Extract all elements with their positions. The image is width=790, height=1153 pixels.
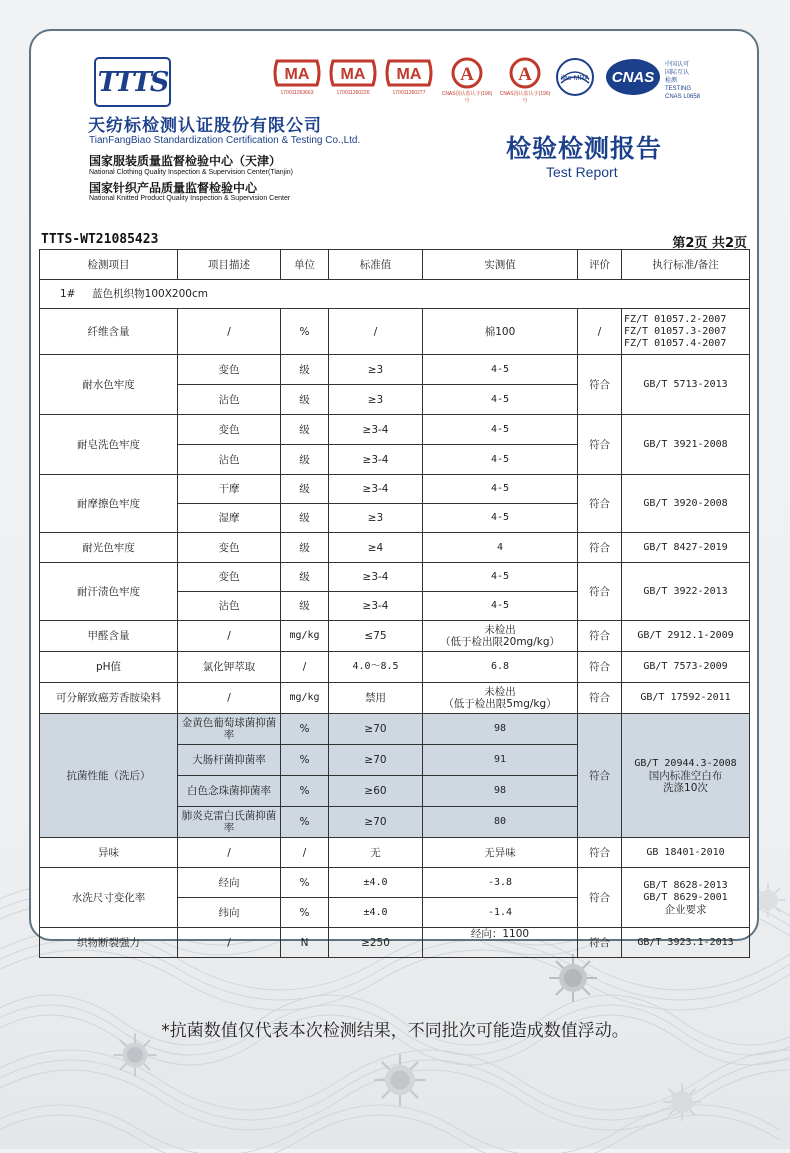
std-cell: 禁用 <box>329 683 423 714</box>
cal-mark-icon: A CNAS国认监认字(196)号 <box>499 57 551 93</box>
header-cell: 单位 <box>281 250 329 280</box>
accreditation-marks <box>271 57 741 105</box>
test-report-card <box>29 29 759 949</box>
unit-cell: % <box>281 868 329 898</box>
desc-cell: 经向 <box>178 868 281 898</box>
standard-cell: GB/T 8427-2019 <box>622 533 750 563</box>
unit-cell: mg/kg <box>281 683 329 714</box>
unit-cell: / <box>281 652 329 683</box>
svg-text:CNAS L0658: CNAS L0658 <box>665 94 701 100</box>
virus-icon <box>660 1080 704 1124</box>
desc-cell: 沾色 <box>178 385 281 415</box>
clothing-center-cn: 国家服装质量监督检验中心（天津） <box>89 154 282 168</box>
unit-cell: 级 <box>281 355 329 385</box>
antibacterial-disclaimer: *抗菌数值仅代表本次检测结果，不同批次可能造成数值浮动。 <box>161 1021 629 1041</box>
eval-cell: 符合 <box>578 838 622 868</box>
item-cell: 抗菌性能（洗后） <box>40 714 178 838</box>
result-cell: 棉100 <box>423 309 578 355</box>
result-cell: 未检出 （低于检出限5mg/kg） <box>423 683 578 714</box>
ttts-logo: TTTS <box>94 57 171 107</box>
desc-cell: 变色 <box>178 355 281 385</box>
std-cell: ±4.0 <box>329 898 423 928</box>
unit-cell: 级 <box>281 415 329 445</box>
unit-cell: N <box>281 928 329 958</box>
result-cell: 4 <box>423 533 578 563</box>
eval-cell: 符合 <box>578 714 622 838</box>
eval-cell: 符合 <box>578 415 622 475</box>
unit-cell: 级 <box>281 475 329 504</box>
result-cell: 98 <box>423 714 578 745</box>
result-cell: 4-5 <box>423 504 578 533</box>
standard-cell: GB 18401-2010 <box>622 838 750 868</box>
svg-text:国际互认: 国际互认 <box>665 69 690 76</box>
item-cell: 耐皂洗色牢度 <box>40 415 178 475</box>
table-row <box>40 415 750 445</box>
report-subtitle: Test Report <box>546 164 618 180</box>
unit-cell: mg/kg <box>281 621 329 652</box>
header-cell: 评价 <box>578 250 622 280</box>
std-cell: ±4.0 <box>329 868 423 898</box>
unit-cell: / <box>281 838 329 868</box>
standard-cell: GB/T 3923.1-2013 <box>622 928 750 958</box>
desc-cell: / <box>178 309 281 355</box>
standard-cell: GB/T 20944.3-2008 国内标准空白布 洗涤10次 <box>622 714 750 838</box>
unit-cell: 级 <box>281 385 329 415</box>
unit-cell: % <box>281 776 329 807</box>
result-cell: 4-5 <box>423 415 578 445</box>
std-cell: 无 <box>329 838 423 868</box>
item-cell: 可分解致癌芳香胺染料 <box>40 683 178 714</box>
table-row <box>40 563 750 592</box>
result-cell: 无异味 <box>423 838 578 868</box>
table-row <box>40 714 750 745</box>
std-cell: ≥70 <box>329 745 423 776</box>
svg-text:ilac-MRA: ilac-MRA <box>560 75 590 82</box>
unit-cell: % <box>281 309 329 355</box>
svg-text:检测: 检测 <box>665 77 678 84</box>
unit-cell: 级 <box>281 592 329 621</box>
standard-cell: GB/T 2912.1-2009 <box>622 621 750 652</box>
item-cell: pH值 <box>40 652 178 683</box>
knitted-center-en: National Knitted Product Quality Inspection & Supervision Center <box>89 195 291 202</box>
table-row <box>40 621 750 652</box>
desc-cell: 纬向 <box>178 898 281 928</box>
standard-cell: GB/T 3920-2008 <box>622 475 750 533</box>
item-cell: 异味 <box>40 838 178 868</box>
desc-cell: 湿摩 <box>178 504 281 533</box>
desc-cell: 金黄色葡萄球菌抑菌率 <box>178 714 281 745</box>
table-row <box>40 652 750 683</box>
cma-mark-icon: MA 170011260277 <box>383 57 435 93</box>
header-cell: 标准值 <box>329 250 423 280</box>
std-cell: ≥3 <box>329 504 423 533</box>
cnas-mark-icon <box>605 57 735 105</box>
desc-cell: 变色 <box>178 415 281 445</box>
std-cell: ≥3-4 <box>329 415 423 445</box>
desc-cell: 变色 <box>178 563 281 592</box>
std-cell: ≥3-4 <box>329 592 423 621</box>
eval-cell: 符合 <box>578 533 622 563</box>
clothing-center-en: National Clothing Quality Inspection & Supervision Center(Tianjin) <box>89 169 294 176</box>
table-row <box>40 475 750 504</box>
eval-cell: 符合 <box>578 683 622 714</box>
cma-mark-icon: MA 170011260226 <box>327 57 379 93</box>
standard-cell: GB/T 8628-2013 GB/T 8629-2001 企业要求 <box>622 868 750 928</box>
item-cell: 水洗尺寸变化率 <box>40 868 178 928</box>
test-results-table <box>39 249 750 958</box>
svg-text:A: A <box>518 64 532 85</box>
desc-cell: / <box>178 621 281 652</box>
result-cell: 4-5 <box>423 563 578 592</box>
sample-description: 1# 蓝色机织物100X200cm <box>40 280 750 309</box>
result-cell: 4-5 <box>423 355 578 385</box>
item-cell: 织物断裂强力 <box>40 928 178 958</box>
item-cell: 耐汗渍色牢度 <box>40 563 178 621</box>
unit-cell: 级 <box>281 533 329 563</box>
standard-cell: GB/T 3922-2013 <box>622 563 750 621</box>
result-cell: -3.8 <box>423 868 578 898</box>
desc-cell: 肺炎克雷白氏菌抑菌率 <box>178 807 281 838</box>
result-cell: 经向：1100 <box>423 928 578 958</box>
eval-cell: 符合 <box>578 563 622 621</box>
eval-cell: / <box>578 309 622 355</box>
std-cell: ≥3-4 <box>329 563 423 592</box>
standard-cell: GB/T 5713-2013 <box>622 355 750 415</box>
virus-icon <box>545 950 601 1006</box>
table-row <box>40 309 750 355</box>
standard-cell: GB/T 17592-2011 <box>622 683 750 714</box>
table-row <box>40 838 750 868</box>
std-cell: ≥3 <box>329 355 423 385</box>
result-cell: 98 <box>423 776 578 807</box>
item-cell: 纤维含量 <box>40 309 178 355</box>
desc-cell: / <box>178 928 281 958</box>
std-cell: ≤75 <box>329 621 423 652</box>
item-cell: 耐摩擦色牢度 <box>40 475 178 533</box>
table-row <box>40 868 750 898</box>
result-cell: 4-5 <box>423 445 578 475</box>
knitted-center-cn: 国家针织产品质量监督检验中心 <box>89 181 258 195</box>
result-cell: 91 <box>423 745 578 776</box>
standard-cell: FZ/T 01057.2-2007 FZ/T 01057.3-2007 FZ/T 01057.4-2007 <box>622 309 750 355</box>
desc-cell: 沾色 <box>178 445 281 475</box>
eval-cell: 符合 <box>578 928 622 958</box>
desc-cell: 沾色 <box>178 592 281 621</box>
eval-cell: 符合 <box>578 475 622 533</box>
result-cell: 未检出 （低于检出限20mg/kg） <box>423 621 578 652</box>
unit-cell: 级 <box>281 504 329 533</box>
desc-cell: / <box>178 838 281 868</box>
ilac-mra-icon <box>555 57 595 101</box>
unit-cell: % <box>281 714 329 745</box>
cal-mark-icon: A CNAS国认监认字(196)号 <box>441 57 493 93</box>
header-cell: 检测项目 <box>40 250 178 280</box>
item-cell: 耐光色牢度 <box>40 533 178 563</box>
sample-row <box>40 280 750 309</box>
table-row <box>40 355 750 385</box>
table-row <box>40 683 750 714</box>
result-cell: 6.8 <box>423 652 578 683</box>
std-cell: ≥4 <box>329 533 423 563</box>
result-cell: 4-5 <box>423 592 578 621</box>
desc-cell: 变色 <box>178 533 281 563</box>
std-cell: ≥70 <box>329 714 423 745</box>
report-title: 检验检测报告 <box>506 134 663 163</box>
cma-mark-icon: MA 170011263663 <box>271 57 323 93</box>
item-cell: 耐水色牢度 <box>40 355 178 415</box>
unit-cell: 级 <box>281 563 329 592</box>
unit-cell: % <box>281 745 329 776</box>
table-header-row <box>40 250 750 280</box>
standard-cell: GB/T 7573-2009 <box>622 652 750 683</box>
desc-cell: 干摩 <box>178 475 281 504</box>
std-cell: ≥70 <box>329 807 423 838</box>
result-cell: 4-5 <box>423 475 578 504</box>
svg-text:A: A <box>460 64 474 85</box>
desc-cell: 白色念珠菌抑菌率 <box>178 776 281 807</box>
company-name-cn: 天纺标检测认证股份有限公司 <box>88 116 322 136</box>
table-row <box>40 928 750 958</box>
unit-cell: 级 <box>281 445 329 475</box>
svg-text:TESTING: TESTING <box>665 86 692 92</box>
std-cell: ≥60 <box>329 776 423 807</box>
std-cell: ≥3 <box>329 385 423 415</box>
unit-cell: % <box>281 898 329 928</box>
svg-text:MA: MA <box>396 66 422 83</box>
page-indicator: 第2页 共2页 <box>672 236 747 251</box>
eval-cell: 符合 <box>578 652 622 683</box>
desc-cell: / <box>178 683 281 714</box>
eval-cell: 符合 <box>578 355 622 415</box>
std-cell: / <box>329 309 423 355</box>
item-cell: 甲醛含量 <box>40 621 178 652</box>
svg-text:MA: MA <box>340 66 366 83</box>
std-cell: ≥3-4 <box>329 475 423 504</box>
std-cell: 4.0～8.5 <box>329 652 423 683</box>
header-cell: 实测值 <box>423 250 578 280</box>
std-cell: ≥3-4 <box>329 445 423 475</box>
eval-cell: 符合 <box>578 621 622 652</box>
svg-text:中国认可: 中国认可 <box>665 61 690 68</box>
svg-text:CNAS: CNAS <box>611 69 655 86</box>
desc-cell: 大肠杆菌抑菌率 <box>178 745 281 776</box>
std-cell: ≥250 <box>329 928 423 958</box>
standard-cell: GB/T 3921-2008 <box>622 415 750 475</box>
result-cell: 80 <box>423 807 578 838</box>
eval-cell: 符合 <box>578 868 622 928</box>
unit-cell: % <box>281 807 329 838</box>
result-cell: -1.4 <box>423 898 578 928</box>
svg-text:MA: MA <box>284 66 310 83</box>
report-number: TTTS-WT21085423 <box>41 232 159 247</box>
virus-icon <box>370 1050 430 1110</box>
company-name-en: TianFangBiao Standardization Certification & Testing Co.,Ltd. <box>89 135 361 146</box>
result-cell: 4-5 <box>423 385 578 415</box>
desc-cell: 氯化钾萃取 <box>178 652 281 683</box>
header-cell: 项目描述 <box>178 250 281 280</box>
table-row <box>40 533 750 563</box>
header-cell: 执行标准/备注 <box>622 250 750 280</box>
